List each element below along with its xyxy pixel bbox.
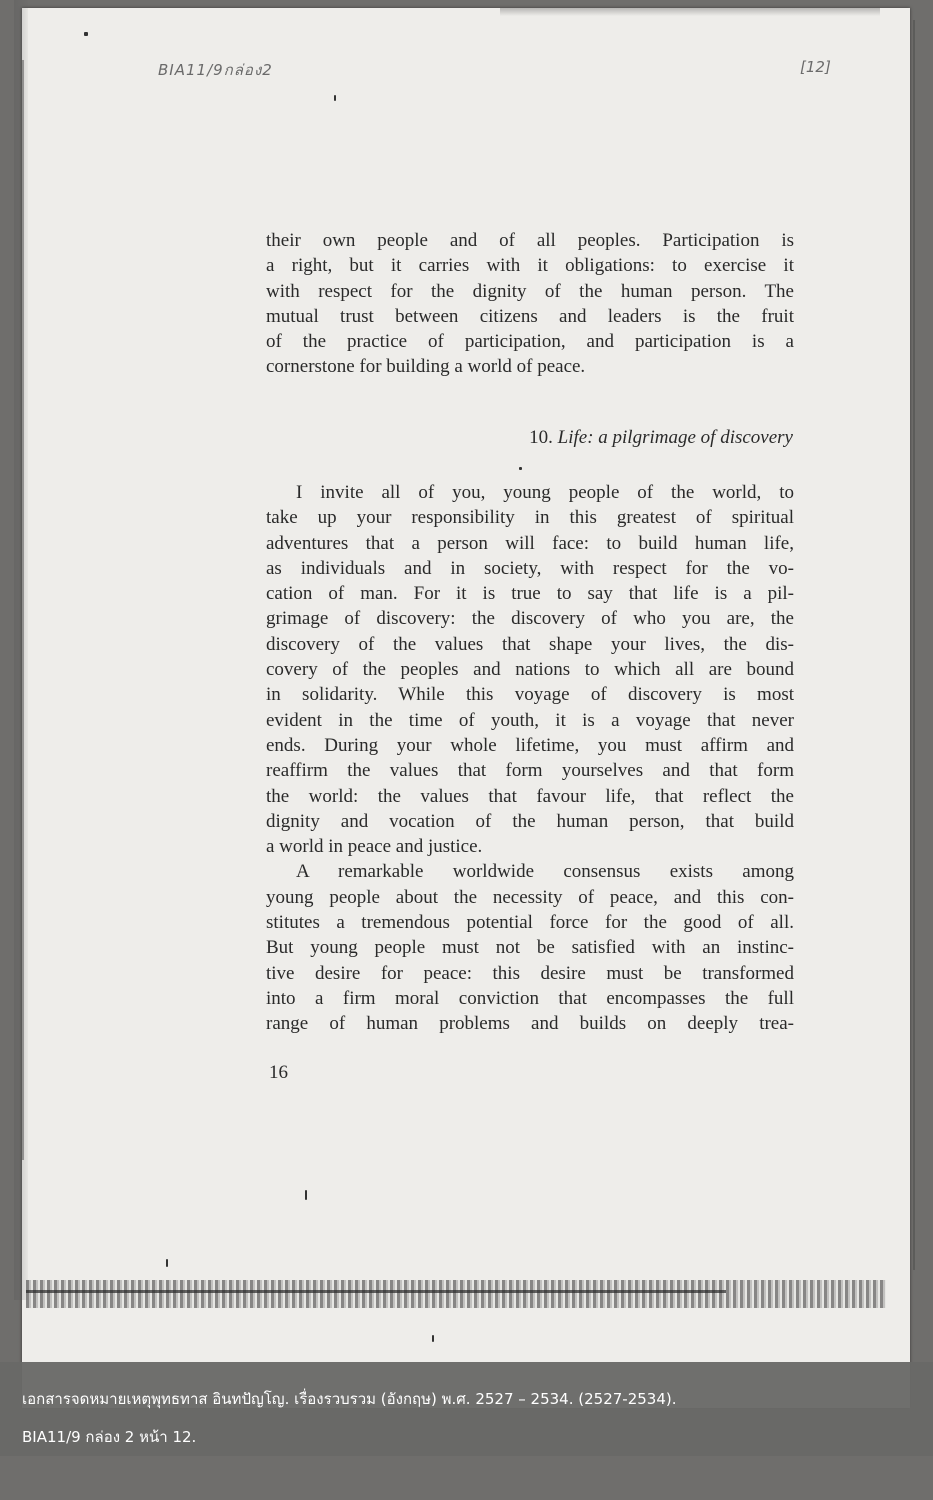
text-line: take up your responsibility in this greatest of spiritual: [266, 507, 794, 529]
scan-speck: [432, 1335, 434, 1342]
handwritten-archive-note: BIA11/9กล่อง2: [158, 61, 273, 79]
handwritten-page-reference: [12]: [800, 58, 831, 76]
scan-speck: [84, 32, 88, 36]
text-line: with respect for the dignity of the human person. The: [266, 280, 794, 302]
scan-speck: [305, 1190, 307, 1200]
text-line: cornerstone for building a world of peace.: [266, 356, 586, 378]
scan-bottom-noise: [26, 1280, 886, 1308]
scan-top-noise: [500, 8, 880, 16]
scan-speck: [519, 467, 522, 470]
scan-speck: [334, 95, 336, 101]
text-line: A remarkable worldwide consensus exists among: [296, 861, 794, 883]
text-line: covery of the peoples and nations to which all are bound: [266, 659, 794, 681]
text-line: mutual trust between citizens and leaders is the fruit: [266, 305, 794, 327]
text-line: into a firm moral conviction that encompasses the full: [266, 987, 794, 1009]
section-number: 10.: [529, 427, 553, 448]
section-title: Life: a pilgrimage of discovery: [557, 427, 793, 448]
archive-caption-bar: [0, 1362, 933, 1456]
text-line: young people about the necessity of peace, and this con-: [266, 886, 794, 908]
text-line: of the practice of participation, and participation is a: [266, 331, 794, 353]
page-number: 16: [269, 1062, 288, 1083]
text-line: as individuals and in society, with respect for the vo-: [266, 557, 794, 579]
paragraph-1: [266, 228, 794, 380]
caption-line-2: BIA11/9 กล่อง 2 หน้า 12.: [22, 1428, 197, 1446]
scan-right-edge-line: [913, 20, 915, 1270]
text-line: a world in peace and justice.: [266, 836, 483, 858]
text-line: adventures that a person will face: to build human life,: [266, 532, 794, 554]
text-line: evident in the time of youth, it is a voyage that never: [266, 709, 794, 731]
text-line: tive desire for peace: this desire must be transformed: [266, 962, 794, 984]
text-line: a right, but it carries with it obligations: to exercise it: [266, 255, 794, 277]
scan-bottom-line: [26, 1290, 726, 1293]
text-line: grimage of discovery: the discovery of who you are, the: [266, 608, 794, 630]
text-line: discovery of the values that shape your lives, the dis-: [266, 633, 794, 655]
text-line: in solidarity. While this voyage of discovery is most: [266, 684, 794, 706]
paragraph-2: [266, 480, 794, 1037]
text-line: their own people and of all peoples. Participation is: [266, 230, 794, 251]
scan-left-edge-line: [22, 60, 24, 1160]
section-heading: [529, 427, 793, 449]
text-line: reaffirm the values that form yourselves and that form: [266, 760, 794, 782]
text-line: stitutes a tremendous potential force for the good of all.: [266, 912, 794, 934]
text-line: But young people must not be satisfied with an instinc-: [266, 937, 794, 959]
text-line: dignity and vocation of the human person, that build: [266, 810, 794, 832]
text-line: cation of man. For it is true to say that life is a pil-: [266, 583, 794, 605]
scan-speck: [166, 1259, 168, 1267]
text-line: the world: the values that favour life, that reflect the: [266, 785, 794, 807]
text-line: ends. During your whole lifetime, you must affirm and: [266, 734, 794, 756]
caption-line-1: เอกสารจดหมายเหตุพุทธทาส อินทปัญโญ. เรื่องรวบรวม (อังกฤษ) พ.ศ. 2527 – 2534. (2527-2534).: [22, 1390, 677, 1408]
text-line: I invite all of you, young people of the world, to: [296, 482, 794, 503]
text-line: range of human problems and builds on deeply trea-: [266, 1013, 794, 1035]
scan-left-shadow: [14, 0, 28, 1300]
